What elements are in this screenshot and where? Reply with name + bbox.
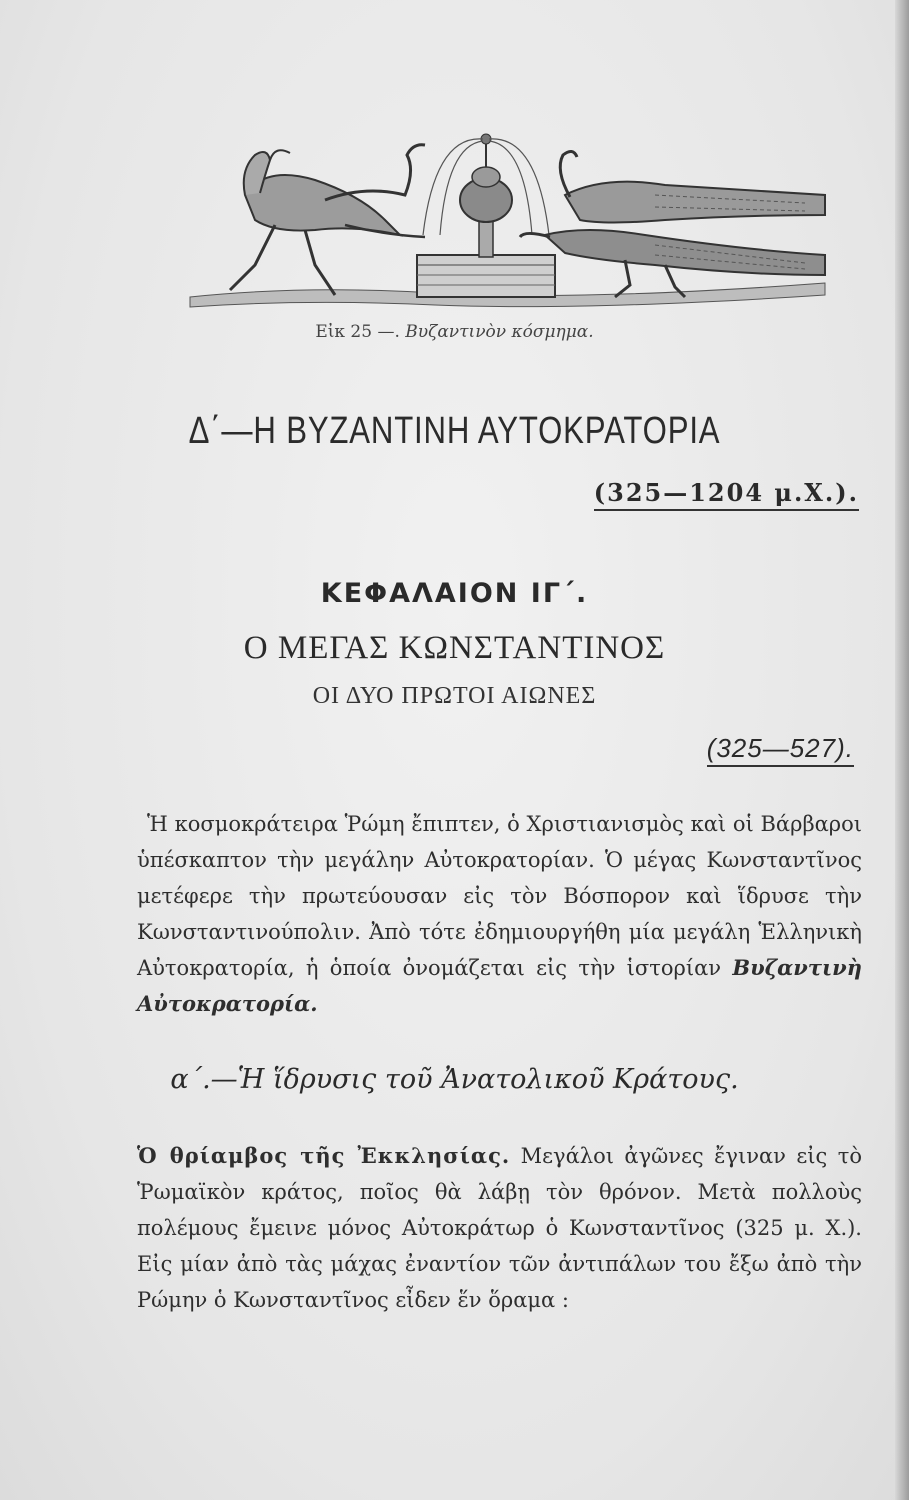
chapter-subtitle: ΟΙ ΔΥΟ ΠΡΩΤΟΙ ΑΙΩΝΕΣ (312, 683, 597, 709)
figure-caption (0, 322, 909, 342)
intro-emphasis: Βυζαντινὴ Αὐτοκρατορία. (137, 955, 862, 1016)
intro-paragraph (137, 806, 862, 1022)
chapter-title: Ο ΜΕΓΑΣ ΚΩΝΣΤΑΝΤΙΝΟΣ (243, 630, 666, 666)
page-edge (895, 0, 909, 1500)
section-heading: α΄.—Ἡ ἵδρυσις τοῦ Ἀνατολικοῦ Κράτους. (170, 1064, 739, 1095)
byzantine-ornament-illustration (185, 125, 830, 315)
part-title: Δ΄—Η ΒΥΖΑΝΤΙΝΗ ΑΥΤΟΚΡΑΤΟΡΙΑ (188, 410, 721, 452)
chapter-label: ΚΕΦΑΛΑΙΟΝ ΙΓ΄. (320, 578, 589, 609)
chapter-dates: (325—527). (707, 733, 854, 767)
figure-caption-number: Εἰκ 25 —. (315, 322, 400, 342)
body-text: Μεγάλοι ἀγῶνες ἔγιναν εἰς τὸ Ῥωμαϊκὸν κράτος, ποῖος θὰ λάβῃ τὸν θρόνον. Μετὰ πολλοὺς πολέμους ἔμεινε μόνος Αὐτοκράτωρ ὁ Κωνσταντῖνος (325 μ. Χ.). Εἰς μίαν ἀπὸ τὰς μάχας ἐναντίον τῶν ἀντιπάλων του ἔξω ἀπὸ τὴν Ρώμην ὁ Κωνσταντῖνος εἶδεν ἕν ὅραμα : (137, 1144, 863, 1312)
part-dates: (325—1204 μ.Χ.). (594, 478, 859, 511)
body-paragraph (137, 1138, 862, 1318)
body-runin-heading: Ὁ θρίαμβος τῆς Ἐκκλησίας. (137, 1143, 511, 1168)
intro-text: Ἡ κοσμοκράτειρα Ῥώμη ἔπιπτεν, ὁ Χριστιανισμὸς καὶ οἱ Βάρβαροι ὑπέσκαπτον τὴν μεγάλην Αὐτοκρατορίαν. Ὁ μέγας Κωνσταντῖνος μετέφερε τὴν πρωτεύουσαν εἰς τὸν Βόσπορον καὶ ἵδρυσε τὴν Κωνσταντινούπολιν. Ἀπὸ τότε ἐδημιουργήθη μία μεγάλη Ἑλληνικὴ Αὐτοκρατορία, ἡ ὁποία ὀνομάζεται εἰς τὴν ἱστορίαν (137, 812, 862, 980)
figure-caption-text: Βυζαντινὸν κόσμημα. (405, 322, 594, 342)
